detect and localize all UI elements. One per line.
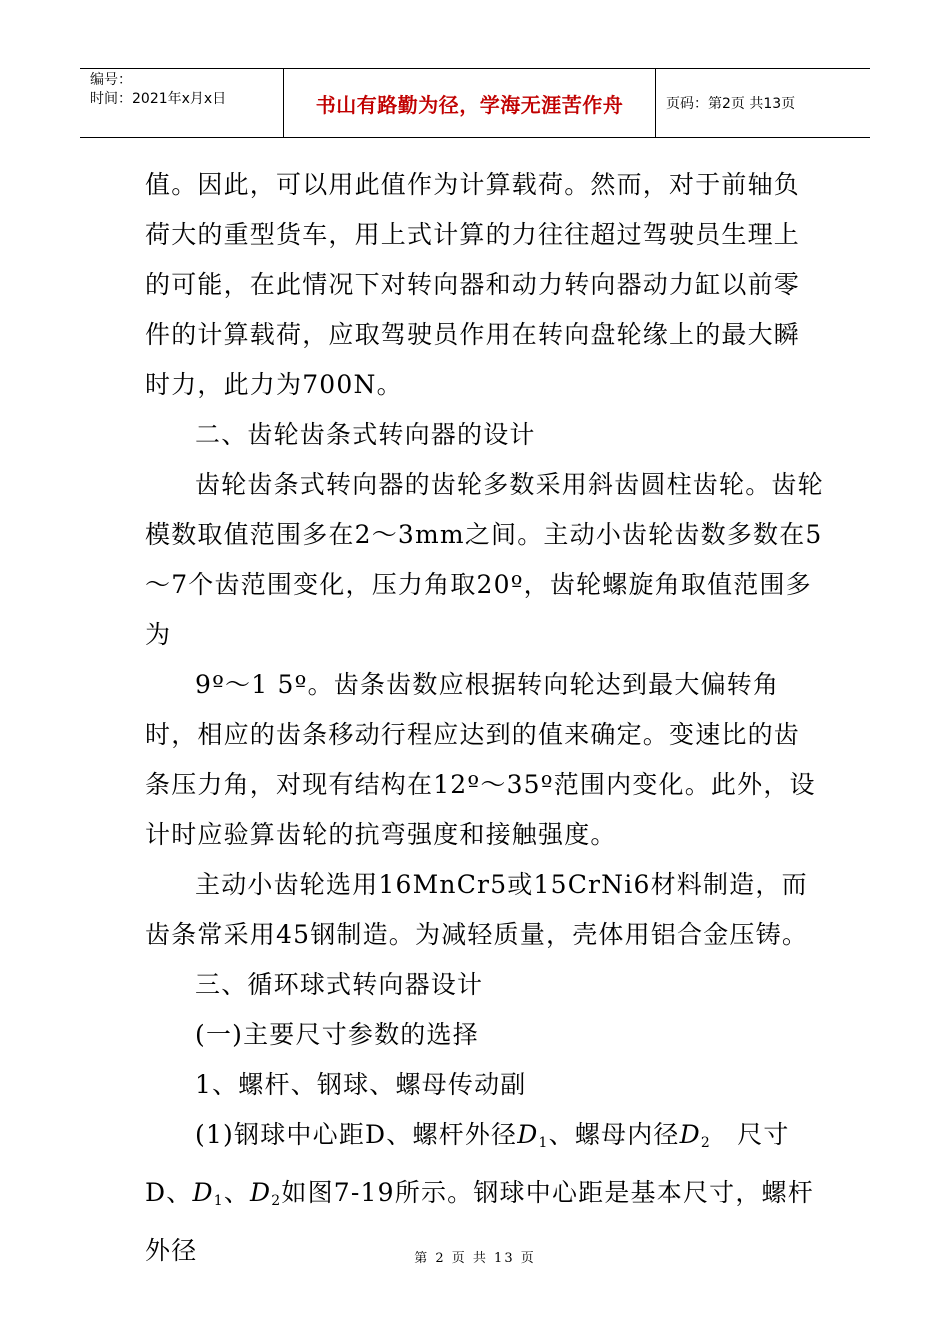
subscript: 2 (271, 1193, 282, 1209)
time-label: 时间：2021年x月x日 (90, 91, 227, 107)
header-motto: 书山有路勤为径，学海无涯苦作舟 (315, 92, 624, 117)
subsection-heading: (一)主要尺寸参数的选择 (195, 1020, 479, 1049)
symbol-D1 (517, 1120, 548, 1149)
symbol-letter: D (517, 1120, 539, 1149)
paragraph: 齿轮齿条式转向器的齿轮多数采用斜齿圆柱齿轮。齿轮模数取值范围多在2～3mm之间。主动小齿轮齿数多数在5～7个齿范围变化，压力角取20º，齿轮螺旋角取值范围多为 (145, 470, 824, 649)
text-run: (1)钢球中心距D、螺杆外径 (195, 1120, 518, 1149)
header-motto-cell (283, 69, 656, 137)
section-heading: 二、齿轮齿条式转向器的设计 (195, 420, 536, 449)
paragraph: 值。因此，可以用此值作为计算载荷。然而，对于前轴负荷大的重型货车，用上式计算的力往往超过驾驶员生理上的可能，在此情况下对转向器和动力转向器动力缸以前零件的计算载荷，应取驾驶员作用在转向盘轮缘上的最大瞬时力，此力为700N。 (145, 170, 801, 399)
subsection-heading: 1、螺杆、钢球、螺母传动副 (195, 1070, 527, 1099)
text-run: 如图7-19所示。钢球中心距是基本尺寸，螺杆外径 (145, 1178, 814, 1265)
symbol-letter: D (250, 1178, 272, 1207)
header-meta (80, 69, 283, 137)
number-label: 编号： (90, 72, 132, 88)
page-footer: 第 2 页 共 13 页 (414, 1251, 536, 1266)
symbol-letter: D (679, 1120, 701, 1149)
symbol-letter: D (192, 1178, 214, 1207)
section-heading: 三、循环球式转向器设计 (195, 970, 484, 999)
header-page-label: 页码：第2页 共13页 (666, 96, 796, 112)
text-run: 、螺母内径 (548, 1120, 680, 1149)
page-header (80, 68, 870, 138)
symbol-D2 (250, 1178, 281, 1207)
subscript: 1 (538, 1135, 549, 1151)
text-run: 尺寸D、 (145, 1120, 790, 1207)
text-run: 、 (223, 1178, 251, 1207)
symbol-D1 (192, 1178, 223, 1207)
paragraph: 9º～1 5º。齿条齿数应根据转向轮达到最大偏转角时，相应的齿条移动行程应达到的值来确定。变速比的齿条压力角，对现有结构在12º～35º范围内变化。此外，设计时应验算齿轮的抗弯强度和接触强度。 (145, 670, 816, 849)
document-body (145, 160, 825, 1276)
header-page-cell (656, 69, 870, 137)
subscript: 1 (213, 1193, 224, 1209)
subscript: 2 (700, 1135, 711, 1151)
symbol-D2 (680, 1120, 711, 1149)
paragraph: 主动小齿轮选用16MnCr5或15CrNi6材料制造，而齿条常采用45钢制造。为减轻质量，壳体用铝合金压铸。 (145, 870, 809, 949)
